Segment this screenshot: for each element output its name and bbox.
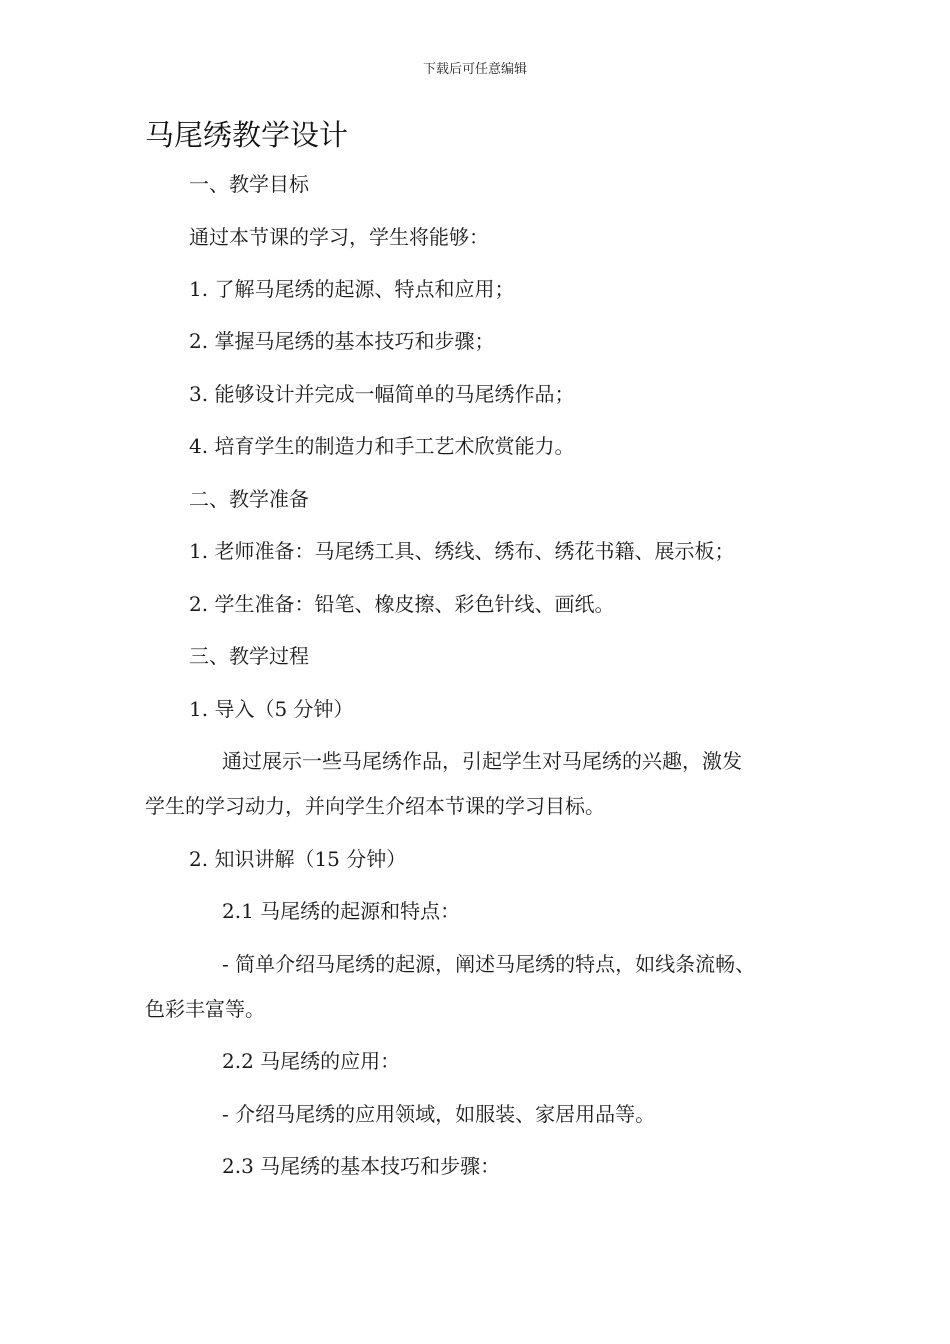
subheading-knowledge: 2. 知识讲解（15 分钟）	[189, 847, 407, 871]
list-item-objective-3: 3. 能够设计并完成一幅简单的马尾绣作品；	[189, 382, 575, 406]
paragraph-origin-line-1: - 简单介绍马尾绣的起源，阐述马尾绣的特点，如线条流畅、	[222, 952, 756, 976]
list-item-preparation-2: 2. 学生准备：铅笔、橡皮擦、彩色针线、画纸。	[189, 592, 615, 616]
list-item-objective-2: 2. 掌握马尾绣的基本技巧和步骤；	[189, 329, 495, 353]
subheading-intro: 1. 导入（5 分钟）	[189, 697, 354, 721]
header-note: 下载后可任意编辑	[422, 62, 527, 77]
subheading-techniques: 2.3 马尾绣的基本技巧和步骤：	[222, 1154, 501, 1178]
paragraph-origin-line-2: 色彩丰富等。	[145, 997, 265, 1021]
paragraph-application: - 介绍马尾绣的应用领域，如服装、家居用品等。	[222, 1102, 656, 1126]
subheading-application: 2.2 马尾绣的应用：	[222, 1049, 401, 1073]
section-heading-objectives: 一、教学目标	[189, 172, 309, 196]
page-title: 马尾绣教学设计	[145, 118, 349, 152]
list-item-preparation-1: 1. 老师准备：马尾绣工具、绣线、绣布、绣花书籍、展示板；	[189, 539, 735, 563]
subheading-origin: 2.1 马尾绣的起源和特点：	[222, 899, 461, 923]
section-heading-process: 三、教学过程	[189, 644, 309, 668]
section-heading-preparation: 二、教学准备	[189, 487, 309, 511]
paragraph-intro-line-2: 学生的学习动力，并向学生介绍本节课的学习目标。	[145, 794, 605, 818]
list-item-objective-1: 1. 了解马尾绣的起源、特点和应用；	[189, 277, 515, 301]
list-item-objective-4: 4. 培育学生的制造力和手工艺术欣赏能力。	[189, 434, 575, 458]
paragraph-intro: 通过本节课的学习，学生将能够：	[189, 225, 489, 249]
paragraph-intro-line-1: 通过展示一些马尾绣作品，引起学生对马尾绣的兴趣，激发	[222, 749, 742, 773]
